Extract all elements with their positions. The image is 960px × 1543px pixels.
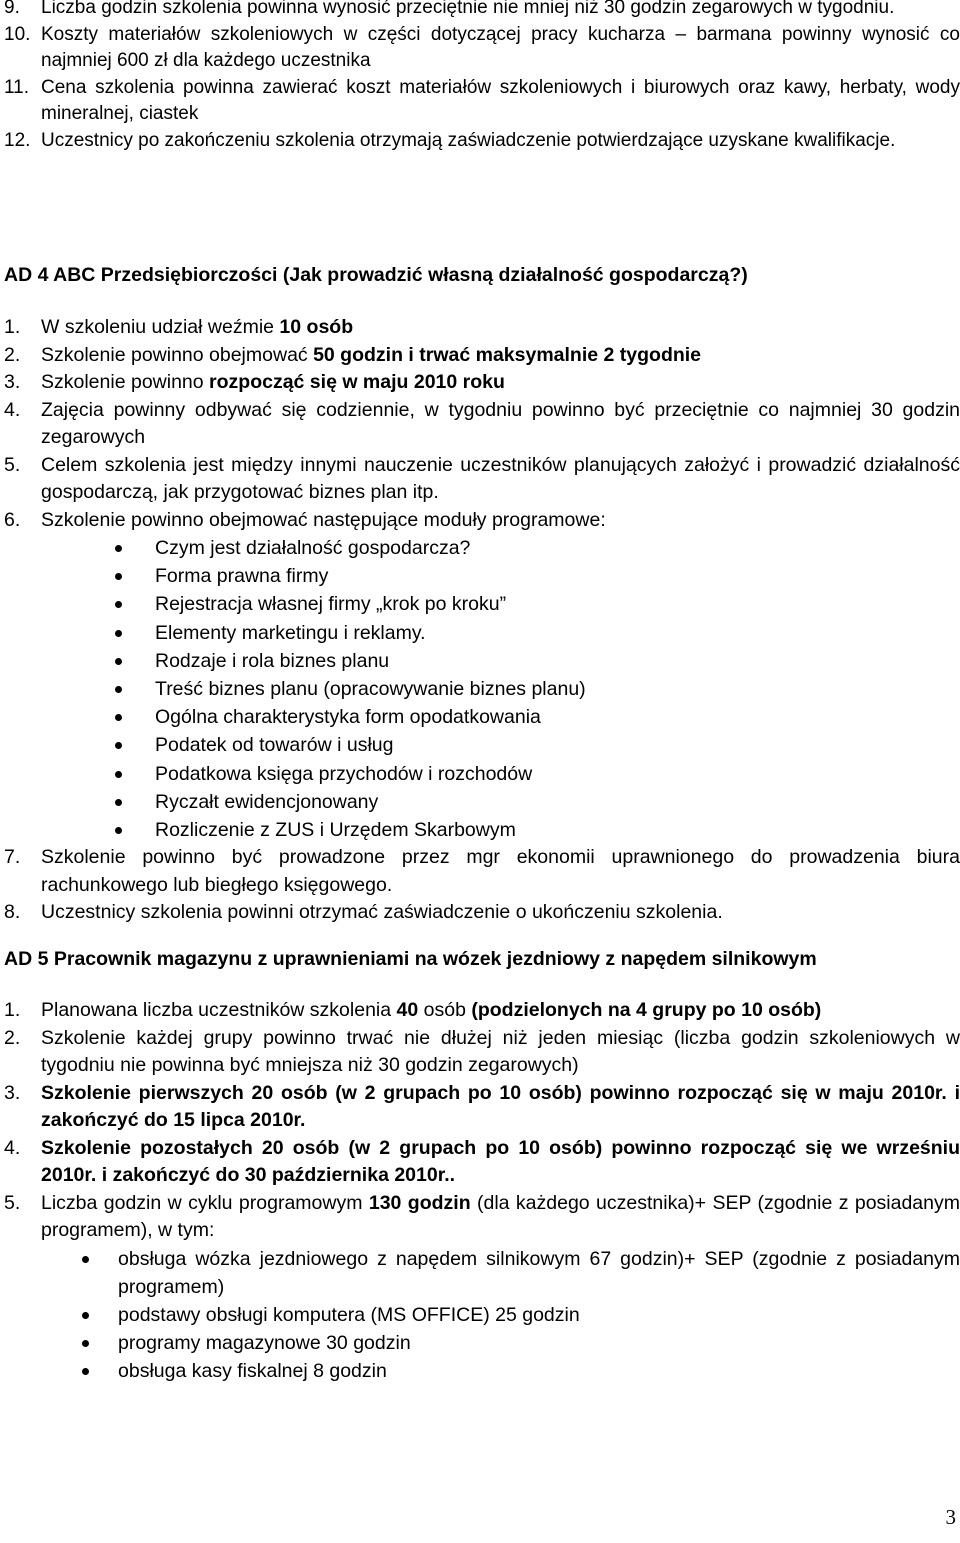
item-number: 1. xyxy=(4,316,21,338)
item-text: Uczestnicy szkolenia powinni otrzymać zaświadczenie o ukończeniu szkolenia. xyxy=(41,901,723,924)
list-item: Podatkowa księga przychodów i rozchodów xyxy=(155,760,960,788)
bullet-icon xyxy=(115,658,122,665)
modules-list xyxy=(0,534,960,844)
ad4-list xyxy=(0,314,960,927)
list-item xyxy=(0,844,960,899)
list-item: Forma prawna firmy xyxy=(155,562,960,590)
list-item xyxy=(0,1080,960,1135)
item-number: 5. xyxy=(4,453,21,476)
list-item xyxy=(0,75,960,128)
list-item xyxy=(0,997,960,1025)
bullet-icon xyxy=(82,1312,89,1319)
list-item: Podatek od towarów i usług xyxy=(155,731,960,759)
item-number: 2. xyxy=(4,343,21,366)
bullet-icon xyxy=(82,1256,89,1263)
bullet-icon xyxy=(115,601,122,608)
list-item xyxy=(0,314,960,342)
bullet-icon xyxy=(115,573,122,580)
list-item xyxy=(0,397,960,452)
item-number: 4. xyxy=(4,398,21,421)
item-number: 3. xyxy=(4,1081,21,1104)
item-text: Liczba godzin szkolenia powinna wynosić przeciętnie nie mniej niż 30 godzin zegarowych w tygodniu. xyxy=(41,0,895,18)
bullet-icon xyxy=(115,742,122,749)
item-text: W szkoleniu udział weźmie 10 osób xyxy=(41,316,354,338)
bullet-icon xyxy=(115,771,122,778)
item-number: 6. xyxy=(4,508,21,531)
item-text: Szkolenie powinno obejmować 50 godzin i trwać maksymalnie 2 tygodnie xyxy=(41,343,702,366)
item-text: Koszty materiałów szkoleniowych w części dotyczącej pracy kucharza – barmana powinny wynosić co najmniej 600 zł dla każdego uczestnika xyxy=(41,23,960,71)
item-text: Szkolenie powinno obejmować następujące moduły programowe: xyxy=(41,508,606,531)
item-text: Szkolenie powinno być prowadzone przez mgr ekonomii uprawnionego do prowadzenia biura rachunkowego lub biegłego księgowego. xyxy=(41,846,960,896)
list-item xyxy=(0,342,960,370)
top-list xyxy=(0,0,960,154)
bullet-icon xyxy=(115,545,122,552)
list-item: Elementy marketingu i reklamy. xyxy=(155,619,960,647)
item-text: Liczba godzin w cyklu programowym 130 godzin (dla każdego uczestnika)+ SEP (zgodnie z posiadanym programem), w tym: xyxy=(41,1191,960,1241)
list-item: obsługa wózka jezdniowego z napędem silnikowym 67 godzin)+ SEP (zgodnie z posiadanym programem) xyxy=(118,1245,960,1301)
list-item: podstawy obsługi komputera (MS OFFICE) 25 godzin xyxy=(118,1301,960,1329)
item-text: Szkolenie powinno rozpocząć się w maju 2010 roku xyxy=(41,371,505,393)
list-item: Czym jest działalność gospodarcza? xyxy=(155,534,960,562)
list-item xyxy=(0,1135,960,1190)
list-item xyxy=(0,1190,960,1245)
item-number: 11. xyxy=(4,76,30,98)
item-number: 4. xyxy=(4,1136,21,1159)
ad5-sublist xyxy=(0,1245,960,1385)
item-text: Planowana liczba uczestników szkolenia 40 osób (podzielonych na 4 grupy po 10 osób) xyxy=(41,999,822,1021)
item-text: Cena szkolenia powinna zawierać koszt materiałów szkoleniowych i biurowych oraz kawy, herbaty, wody mineralnej, ciastek xyxy=(41,76,960,124)
list-item: obsługa kasy fiskalnej 8 godzin xyxy=(118,1357,960,1385)
item-number: 3. xyxy=(4,371,21,393)
list-item xyxy=(0,128,960,155)
bullet-icon xyxy=(115,686,122,693)
bullet-icon xyxy=(115,827,122,834)
item-number: 12. xyxy=(4,129,31,151)
list-item xyxy=(0,452,960,507)
item-number: 9. xyxy=(4,0,20,18)
list-item: Ryczałt ewidencjonowany xyxy=(155,788,960,816)
item-number: 8. xyxy=(4,901,21,924)
bullet-icon xyxy=(82,1340,89,1347)
list-item: Ogólna charakterystyka form opodatkowania xyxy=(155,703,960,731)
bullet-icon xyxy=(82,1368,89,1375)
item-text: Celem szkolenia jest między innymi nauczenie uczestników planujących założyć i prowadzić działalność gospodarczą, jak przygotować biznes plan itp. xyxy=(41,453,960,503)
item-number: 1. xyxy=(4,999,21,1021)
item-text: Szkolenie każdej grupy powinno trwać nie dłużej niż jeden miesiąc (liczba godzin szkoleniowych w tygodniu nie powinna być mniejsza niż 30 godzin zegarowych) xyxy=(41,1026,960,1076)
ad5-heading: AD 5 Pracownik magazynu z uprawnieniami na wózek jezdniowy z napędem silnikowym xyxy=(4,948,817,970)
item-number: 7. xyxy=(4,846,21,869)
list-item xyxy=(0,899,960,927)
ad5-list xyxy=(0,997,960,1385)
item-text: Uczestnicy po zakończeniu szkolenia otrzymają zaświadczenie potwierdzające uzyskane kwalifikacje. xyxy=(41,129,896,151)
bullet-icon xyxy=(115,714,122,721)
list-item xyxy=(0,0,960,22)
item-text: Szkolenie pierwszych 20 osób (w 2 grupach po 10 osób) powinno rozpocząć się w maju 2010r. i zakończyć do 15 lipca 2010r. xyxy=(41,1081,960,1131)
list-item: Treść biznes planu (opracowywanie biznes planu) xyxy=(155,675,960,703)
ad5-section xyxy=(0,946,960,1385)
list-item xyxy=(0,22,960,75)
bullet-icon xyxy=(115,799,122,806)
list-item: Rozliczenie z ZUS i Urzędem Skarbowym xyxy=(155,816,960,844)
item-number: 2. xyxy=(4,1026,21,1049)
ad4-heading: AD 4 ABC Przedsiębiorczości (Jak prowadzić własną działalność gospodarczą?) xyxy=(4,264,748,286)
bullet-icon xyxy=(115,630,122,637)
item-number: 5. xyxy=(4,1191,21,1214)
item-text: Szkolenie pozostałych 20 osób (w 2 grupach po 10 osób) powinno rozpocząć się we wrześniu 2010r. i zakończyć do 30 października 2010r.. xyxy=(41,1136,960,1186)
item-text: Zajęcia powinny odbywać się codziennie, w tygodniu powinno być przeciętnie co najmniej 30 godzin zegarowych xyxy=(41,398,960,448)
list-item xyxy=(0,1025,960,1080)
list-item: Rejestracja własnej firmy „krok po kroku” xyxy=(155,590,960,618)
ad4-section xyxy=(0,262,960,927)
list-item xyxy=(0,369,960,397)
list-item: programy magazynowe 30 godzin xyxy=(118,1329,960,1357)
page-number: 3 xyxy=(945,1505,956,1529)
item-number: 10. xyxy=(4,23,31,45)
list-item xyxy=(0,507,960,535)
list-item: Rodzaje i rola biznes planu xyxy=(155,647,960,675)
